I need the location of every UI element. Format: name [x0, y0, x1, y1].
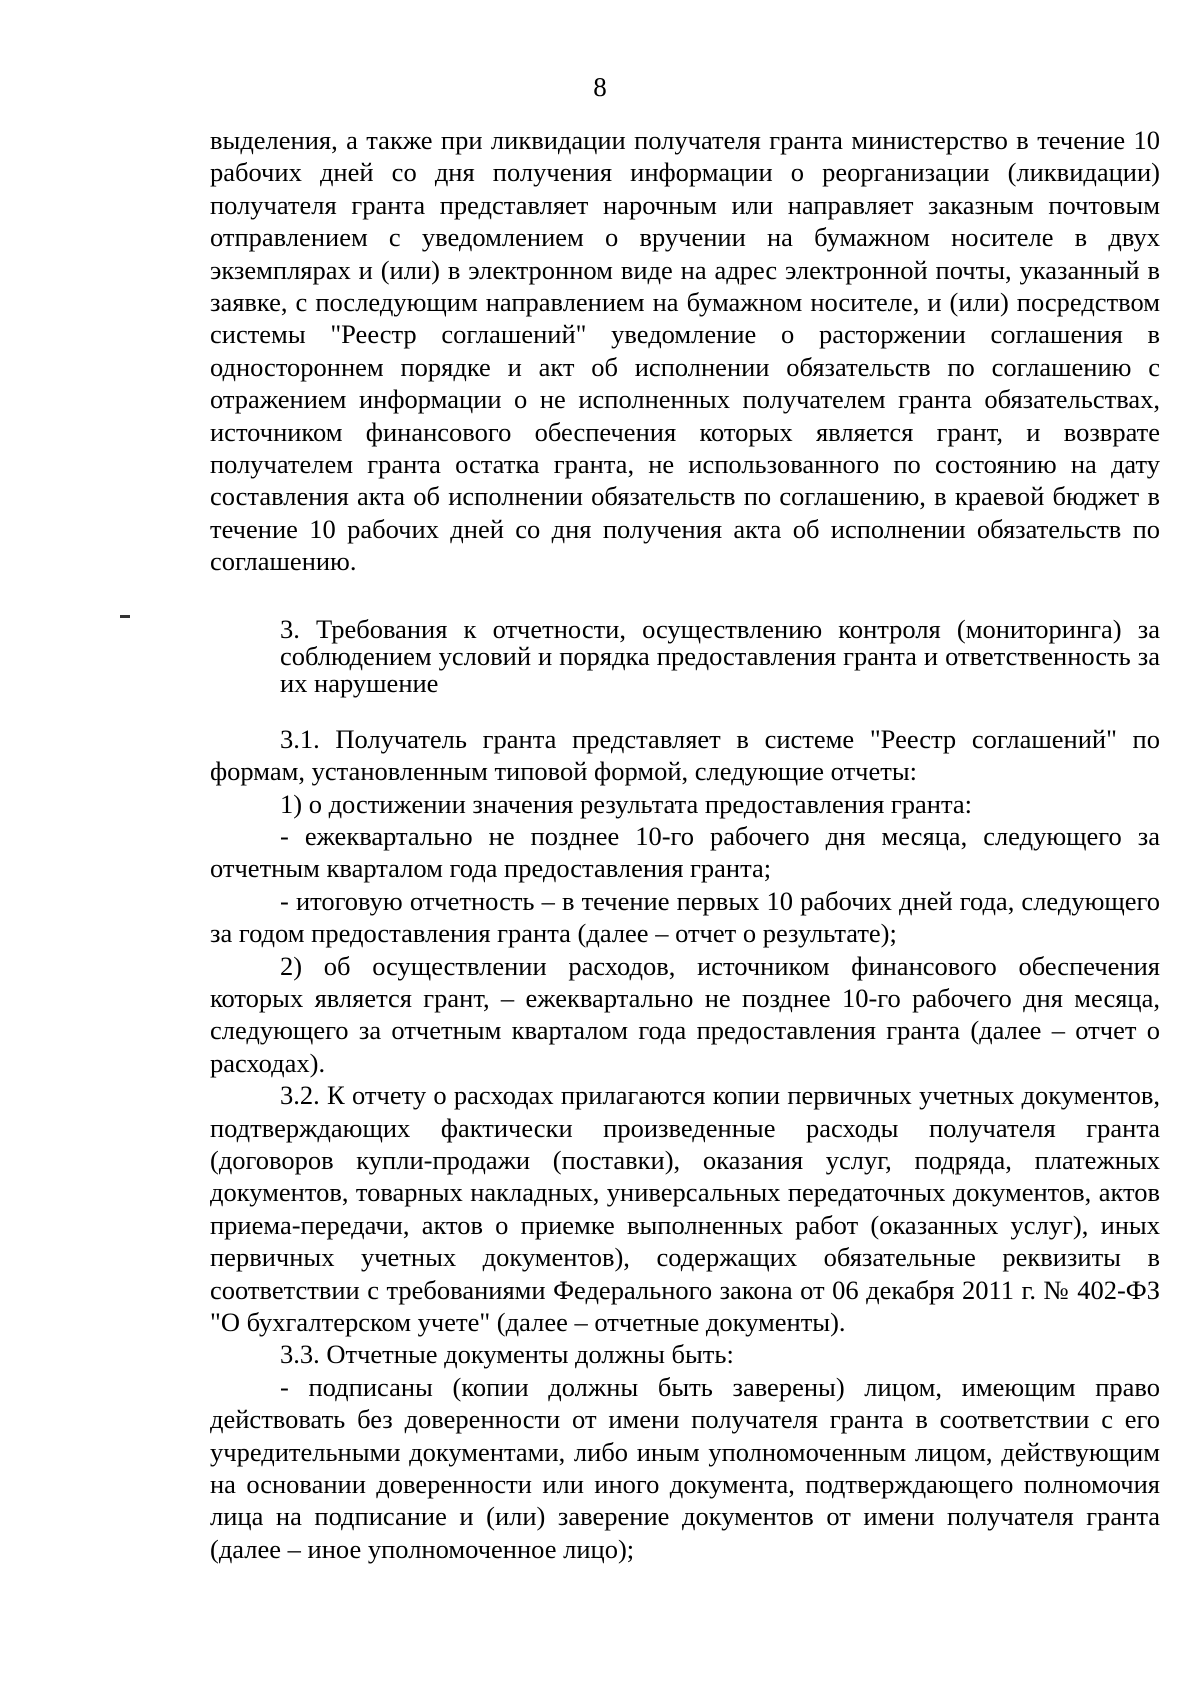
paragraph-3-2: 3.2. К отчету о расходах прилагаются копии первичных учетных документов, подтверждающих фактически произведенные расходы получателя гранта (договоров купли-продажи (поставки), оказания услуг, подряда, платежных документов, товарных накладных, универсальных передаточных документов, актов приема-передачи, актов о приемке выполненных работ (оказанных услуг), иных первичных учетных документов), содержащих обязательные реквизиты в соответствии с требованиями Федерального закона от 06 декабря 2011 г. № 402-ФЗ "О бухгалтерском учете" (далее – отчетные документы).	[210, 1080, 1160, 1337]
paragraph-3-1-item-1-b: - итоговую отчетность – в течение первых 10 рабочих дней года, следующего за годом предоставления гранта (далее – отчет о результате);	[210, 885, 1160, 949]
page-number: 8	[593, 72, 607, 102]
paragraph-3-3: 3.3. Отчетные документы должны быть:	[280, 1339, 734, 1370]
document-body	[210, 124, 1160, 1565]
paragraph-3-1: 3.1. Получатель гранта представляет в системе "Реестр соглашений" по формам, установленным типовой формой, следующие отчеты:	[210, 723, 1160, 787]
paragraph-3-1-item-1: 1) о достижении значения результата предоставления гранта:	[280, 788, 972, 819]
paragraph-3-1-item-1-a: - ежеквартально не позднее 10-го рабочего дня месяца, следующего за отчетным кварталом года предоставления гранта;	[210, 820, 1160, 884]
paragraph-3-1-item-2: 2) об осуществлении расходов, источником финансового обеспечения которых является грант, – ежеквартально не позднее 10-го рабочего дня месяца, следующего за отчетным кварталом года предоставления гранта (далее – отчет о расходах).	[210, 950, 1160, 1078]
section-3-heading: 3. Требования к отчетности, осуществлению контроля (мониторинга) за соблюдением условий и порядка предоставления гранта и ответственность за их нарушение	[280, 613, 1160, 698]
paragraph-continuation: выделения, а также при ликвидации получателя гранта министерство в течение 10 рабочих дней со дня получения информации о реорганизации (ликвидации) получателя гранта представляет нарочным или направляет заказным почтовым отправлением с уведомлением о вручении на бумажном носителе в двух экземплярах и (или) в электронном виде на адрес электронной почты, указанный в заявке, с последующим направлением на бумажном носителе, и (или) посредством системы "Реестр соглашений" уведомление о расторжении соглашения в одностороннем порядке и акт об исполнении обязательств по соглашению с отражением информации о не исполненных получателем гранта обязательствах, источником финансового обеспечения которых является грант, и возврате получателем гранта остатка гранта, не использованного по состоянию на дату составления акта об исполнении обязательств по соглашению, в краевой бюджет в течение 10 рабочих дней со дня получения акта об исполнении обязательств по соглашению.	[210, 125, 1160, 577]
paragraph-3-3-a: - подписаны (копии должны быть заверены) лицом, имеющим право действовать без доверенности от имени получателя гранта в соответствии с его учредительными документами, либо иным уполномоченным лицом, действующим на основании доверенности или иного документа, подтверждающего полномочия лица на подписание и (или) заверение документов от имени получателя гранта (далее – иное уполномоченное лицо);	[210, 1371, 1160, 1564]
scan-mark	[120, 615, 130, 618]
